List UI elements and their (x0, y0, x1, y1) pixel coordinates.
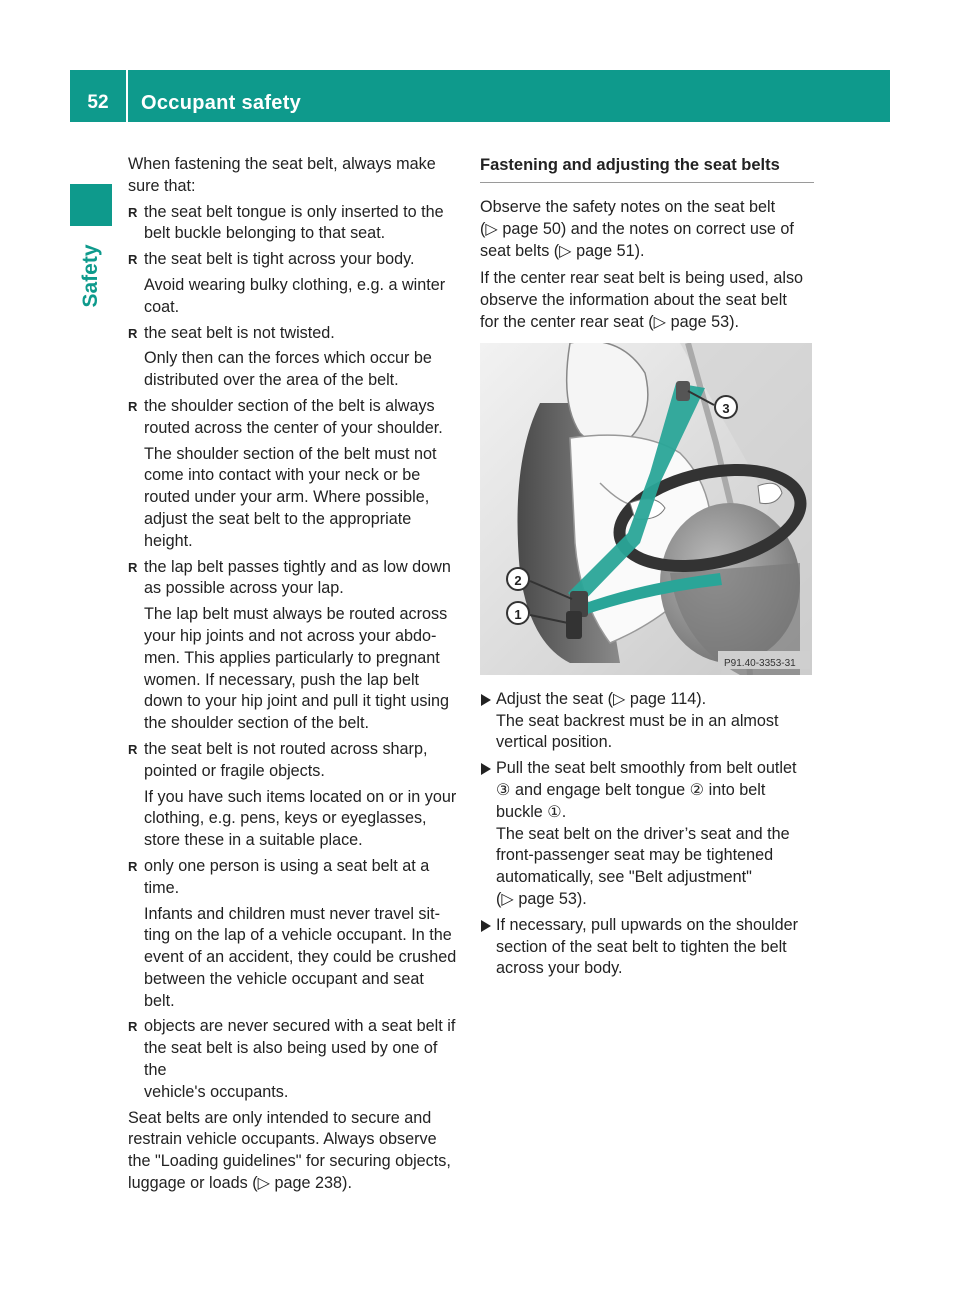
note-text-line: your hip joints and not across your abdo- (144, 626, 437, 645)
note-text-line: down to your hip joint and pull it tight using (144, 692, 450, 711)
note-text-line: event of an accident, they could be crushed (144, 948, 457, 967)
note-text-line: distributed over the area of the belt. (144, 371, 399, 390)
step-text-line: The seat belt on the driver’s seat and the (496, 824, 790, 843)
bullet-text-line: the seat belt is also being used by one of the (144, 1039, 438, 1080)
paragraph-line: Observe the safety notes on the seat belt (480, 198, 776, 216)
bullet-text-line: belt buckle belonging to that seat. (144, 224, 386, 243)
bullet-item (128, 739, 462, 783)
closing-line: restrain vehicle occupants. Always observe (128, 1130, 437, 1149)
step-text-line: vertical position. (496, 733, 613, 752)
bullet-text-line: vehicle's occupants. (144, 1082, 289, 1101)
bullet-text-line: routed across the center of your shoulder. (144, 418, 443, 437)
bullet-note (128, 787, 462, 852)
step-text-line: front-passenger seat may be tightened (496, 846, 774, 865)
step-text-line: buckle ①. (496, 802, 567, 821)
bullet-text-line: R the seat belt is not routed across sharp, (144, 739, 428, 758)
bullet-text-line: R the seat belt is tight across your body. (144, 250, 415, 269)
step-text-line: Adjust the seat (▷ page 114). (496, 689, 707, 708)
note-text-line: height. (144, 531, 193, 550)
step-list (480, 689, 814, 980)
paragraph-line: (▷ page 50) and the notes on correct use of (480, 219, 794, 238)
bullet-item (128, 323, 462, 345)
section-heading: Fastening and adjusting the seat belts (480, 154, 814, 183)
note-text-line: clothing, e.g. pens, keys or eyeglasses, (144, 809, 427, 828)
paragraph-line: seat belts (▷ page 51). (480, 241, 645, 260)
bullet-text-line: time. (144, 878, 180, 897)
bullet-text-line: R objects are never secured with a seat belt if (144, 1017, 456, 1036)
bullet-item (128, 249, 462, 271)
closing-paragraph (128, 1108, 462, 1195)
figure-code: P91.40-3353-31 (724, 657, 796, 669)
instruction-step (480, 915, 814, 980)
bullet-text-line: R the seat belt tongue is only inserted to the (144, 202, 444, 221)
bullet-note (128, 348, 462, 392)
bullet-item (128, 396, 462, 440)
bullet-item (128, 202, 462, 246)
right-column (480, 154, 814, 984)
note-text-line: The shoulder section of the belt must not (144, 444, 437, 463)
bullet-text-line: R the lap belt passes tightly and as low down (144, 557, 451, 576)
bullet-text-line: R the shoulder section of the belt is always (144, 396, 435, 415)
note-text-line: If you have such items located on or in your (144, 787, 457, 806)
section-title: Occupant safety (141, 92, 302, 114)
bullet-note (128, 604, 462, 735)
paragraph-line: If the center rear seat belt is being used, also (480, 269, 804, 288)
intro-paragraph (480, 197, 814, 262)
closing-line: the "Loading guidelines" for securing objects, (128, 1152, 451, 1171)
note-text-line: Avoid wearing bulky clothing, e.g. a winter (144, 275, 446, 294)
callout-1: 1 (514, 606, 522, 622)
bullet-note (128, 444, 462, 553)
side-tab-label: Safety (79, 244, 102, 308)
bullet-note (128, 275, 462, 319)
intro-text: When fastening the seat belt, always make sure that: (128, 155, 436, 195)
note-text-line: The lap belt must always be routed across (144, 605, 448, 624)
note-text-line: store these in a suitable place. (144, 831, 363, 850)
bullet-item (128, 557, 462, 601)
paragraph-line: observe the information about the seat belt (480, 291, 787, 310)
step-text-line: ③ and engage belt tongue ② into belt (496, 780, 766, 799)
note-text-line: between the vehicle occupant and seat (144, 969, 424, 988)
bullet-item (128, 856, 462, 900)
bullet-text-line: R only one person is using a seat belt at a (144, 856, 430, 875)
closing-line: luggage or loads (▷ page 238). (128, 1174, 352, 1193)
step-text-line: across your body. (496, 959, 623, 978)
page-number: 52 (87, 92, 109, 113)
step-text-line: (▷ page 53). (496, 889, 587, 908)
instruction-step (480, 758, 814, 911)
note-text-line: come into contact with your neck or be (144, 466, 421, 485)
note-text-line: coat. (144, 297, 180, 316)
paragraph-line: for the center rear seat (▷ page 53). (480, 312, 739, 331)
callout-2: 2 (514, 572, 522, 588)
note-text-line: women. If necessary, push the lap belt (144, 670, 420, 689)
left-column (128, 154, 462, 1199)
note-text-line: the shoulder section of the belt. (144, 714, 369, 733)
step-text-line: The seat backrest must be in an almost (496, 711, 779, 730)
step-text-line: section of the seat belt to tighten the belt (496, 937, 787, 956)
bullet-text-line: R the seat belt is not twisted. (144, 323, 335, 342)
note-text-line: adjust the seat belt to the appropriate (144, 509, 412, 528)
note-text-line: men. This applies particularly to pregnant (144, 648, 440, 667)
closing-line: Seat belts are only intended to secure and (128, 1108, 432, 1127)
note-text-line: Infants and children must never travel sit- (144, 904, 441, 923)
step-text-line: automatically, see "Belt adjustment" (496, 868, 752, 887)
instruction-step (480, 689, 814, 754)
note-text-line: belt. (144, 991, 175, 1010)
center-seat-paragraph (480, 268, 814, 333)
bullet-item (128, 1016, 462, 1103)
side-tab-marker (70, 184, 112, 226)
bullet-text-line: as possible across your lap. (144, 579, 344, 598)
step-text-line: Pull the seat belt smoothly from belt outlet (496, 759, 797, 778)
step-text-line: If necessary, pull upwards on the shoulder (496, 915, 799, 934)
bullet-list (128, 202, 462, 1104)
header-divider (126, 70, 128, 122)
bullet-note (128, 904, 462, 1013)
note-text-line: ting on the lap of a vehicle occupant. In the (144, 926, 452, 945)
seat-belt-illustration (480, 343, 812, 675)
bullet-text-line: pointed or fragile objects. (144, 761, 325, 780)
note-text-line: Only then can the forces which occur be (144, 349, 432, 368)
callout-3: 3 (722, 400, 730, 416)
note-text-line: routed under your arm. Where possible, (144, 488, 430, 507)
